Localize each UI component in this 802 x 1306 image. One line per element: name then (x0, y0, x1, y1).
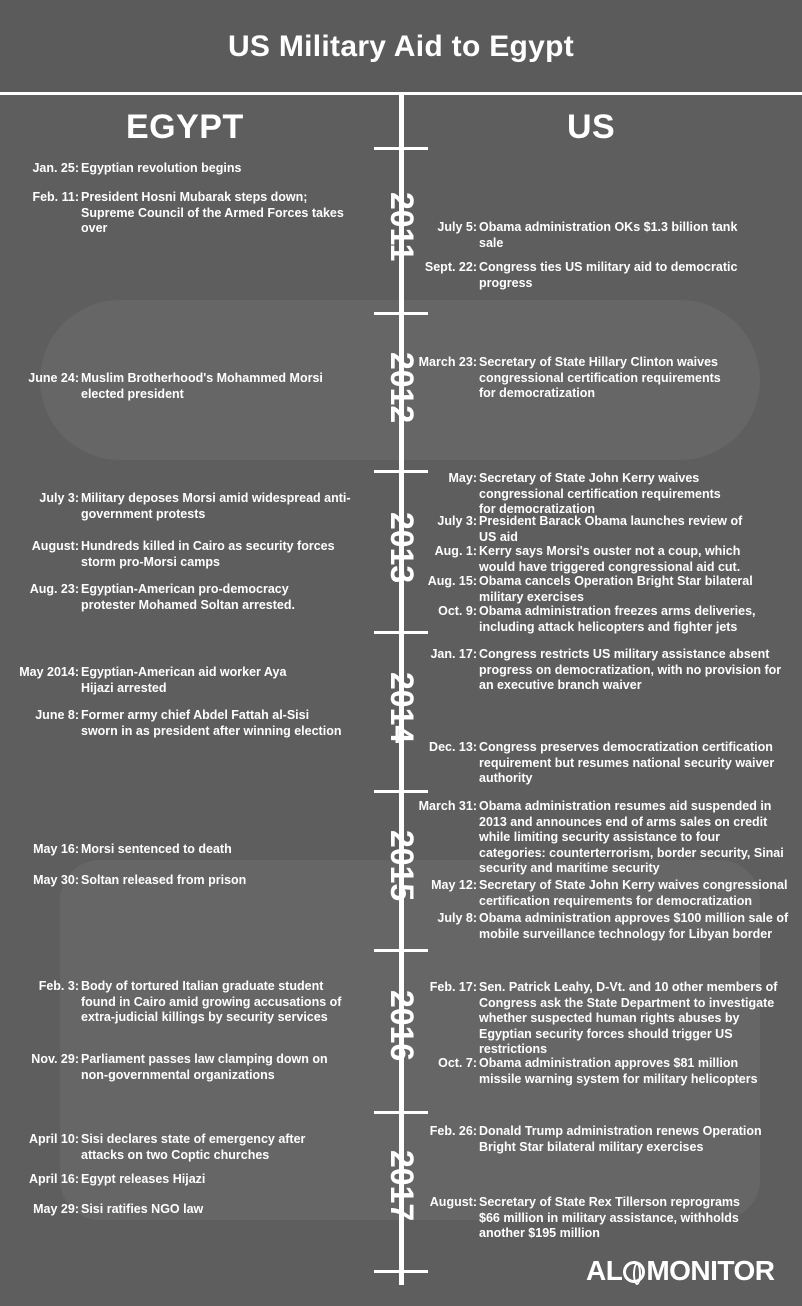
event-date: June 24: (28, 371, 79, 385)
event-date: July 8: (437, 911, 477, 925)
year-tick (374, 949, 428, 952)
year-tick (374, 147, 428, 150)
globe-icon (623, 1261, 645, 1283)
event-text: Secretary of State Hillary Clinton waives congressional certification requirements for democratization (479, 355, 721, 400)
year-label-2015: 2015 (384, 830, 420, 902)
year-tick (374, 1270, 428, 1273)
event-text: Egyptian revolution begins (81, 161, 242, 175)
event-date: Nov. 29: (31, 1052, 79, 1066)
year-label-2012: 2012 (384, 352, 420, 424)
event-date: Oct. 9: (438, 604, 477, 618)
event-date: Jan. 17: (430, 647, 477, 661)
event-date: Jan. 25: (32, 161, 79, 175)
page-title: US Military Aid to Egypt (227, 30, 575, 63)
event-text: Body of tortured Italian graduate student found in Cairo amid growing accusations of extra-judicial killings by security services (81, 979, 342, 1024)
event-date: Feb. 17: (429, 980, 477, 994)
year-label-2013: 2013 (384, 512, 420, 584)
event-text: Obama administration approves $81 million missile warning system for military helicopters (479, 1056, 758, 1086)
year-label-2016: 2016 (384, 990, 420, 1062)
event-text: Obama administration resumes aid suspended in 2013 and announces end of arms sales on credit while limiting security assistance to four categories: counterterrorism, border security, Sinai security and maritime security (479, 799, 784, 875)
event-date: Feb. 3: (38, 979, 79, 993)
event-text: Kerry says Morsi's ouster not a coup, which would have triggered congressional aid cut. (479, 544, 741, 574)
event-date: May 2014: (19, 665, 79, 679)
event-date: Aug. 1: (434, 544, 477, 558)
event-text: Hundreds killed in Cairo as security forces storm pro-Morsi camps (81, 539, 335, 569)
year-tick (374, 1111, 428, 1114)
event-date: June 8: (35, 708, 79, 722)
logo-text-al: AL (586, 1255, 623, 1286)
event-date: Aug. 23: (29, 582, 79, 596)
event-date: April 10: (28, 1132, 79, 1146)
event-text: President Barack Obama launches review of US aid (479, 514, 743, 544)
year-label-2014: 2014 (384, 672, 420, 744)
event-date: May 30: (33, 873, 79, 887)
event-text: Congress restricts US military assistance absent progress on democratization, with no provision for an executive branch waiver (479, 647, 782, 692)
event-text: Muslim Brotherhood's Mohammed Morsi elected president (81, 371, 323, 401)
year-tick (374, 631, 428, 634)
us-column-heading: US (567, 108, 616, 146)
event-text: Sisi declares state of emergency after attacks on two Coptic churches (81, 1132, 306, 1162)
year-tick (374, 312, 428, 315)
event-text: President Hosni Mubarak steps down; Supreme Council of the Armed Forces takes over (81, 190, 344, 235)
event-text: Egyptian-American aid worker Aya Hijazi arrested (81, 665, 287, 695)
event-text: Congress preserves democratization certification requirement but resumes national security waiver authority (479, 740, 775, 785)
event-date: May 29: (33, 1202, 79, 1216)
event-text: Military deposes Morsi amid widespread anti-government protests (81, 491, 351, 521)
event-text: Egyptian-American pro-democracy protester Mohamed Soltan arrested. (81, 582, 295, 612)
event-date: August: (31, 539, 79, 553)
logo-text-monitor: MONITOR (646, 1255, 775, 1286)
event-date: July 5: (437, 220, 477, 234)
event-text: Congress ties US military aid to democratic progress (479, 260, 738, 290)
year-label-2017: 2017 (384, 1150, 420, 1222)
event-date: July 3: (437, 514, 477, 528)
event-date: May 16: (33, 842, 79, 856)
event-text: Sen. Patrick Leahy, D-Vt. and 10 other members of Congress ask the State Department to investigate whether suspected human rights abuses by Egyptian security forces should trigger US restrictions (479, 980, 778, 1056)
event-date: Feb. 26: (429, 1124, 477, 1138)
event-date: April 16: (28, 1172, 79, 1186)
event-text: Donald Trump administration renews Operation Bright Star bilateral military exercises (479, 1124, 762, 1154)
al-monitor-logo (586, 1255, 775, 1287)
event-date: Sept. 22: (424, 260, 477, 274)
event-date: July 3: (39, 491, 79, 505)
event-date: Oct. 7: (438, 1056, 477, 1070)
egypt-column-heading: EGYPT (126, 108, 244, 146)
event-date: March 23: (418, 355, 477, 369)
event-text: Parliament passes law clamping down on non-governmental organizations (81, 1052, 328, 1082)
year-tick (374, 470, 428, 473)
event-text: Obama cancels Operation Bright Star bilateral military exercises (479, 574, 753, 604)
year-label-2011: 2011 (384, 192, 420, 262)
event-text: Secretary of State Rex Tillerson reprograms $66 million in military assistance, withholds another $195 million (479, 1195, 740, 1240)
event-date: May 12: (431, 878, 477, 892)
event-date: Aug. 15: (427, 574, 477, 588)
event-text: Morsi sentenced to death (81, 842, 232, 856)
event-text: Obama administration OKs $1.3 billion tank sale (479, 220, 738, 250)
event-date: March 31: (418, 799, 477, 813)
event-text: Obama administration approves $100 million sale of mobile surveillance technology for Libyan border (479, 911, 789, 941)
event-date: May: (448, 471, 477, 485)
event-date: August: (429, 1195, 477, 1209)
event-text: Soltan released from prison (81, 873, 247, 887)
event-date: Feb. 11: (32, 190, 79, 204)
event-text: Egypt releases Hijazi (81, 1172, 206, 1186)
event-text: Secretary of State John Kerry waives congressional certification requirements for democratization (479, 878, 788, 908)
year-tick (374, 790, 428, 793)
event-date: Dec. 13: (429, 740, 477, 754)
event-text: Secretary of State John Kerry waives congressional certification requirements for democratization (479, 471, 721, 516)
event-text: Sisi ratifies NGO law (81, 1202, 204, 1216)
event-text: Former army chief Abdel Fattah al-Sisi sworn in as president after winning election (81, 708, 342, 738)
event-text: Obama administration freezes arms deliveries, including attack helicopters and fighter jets (479, 604, 756, 634)
